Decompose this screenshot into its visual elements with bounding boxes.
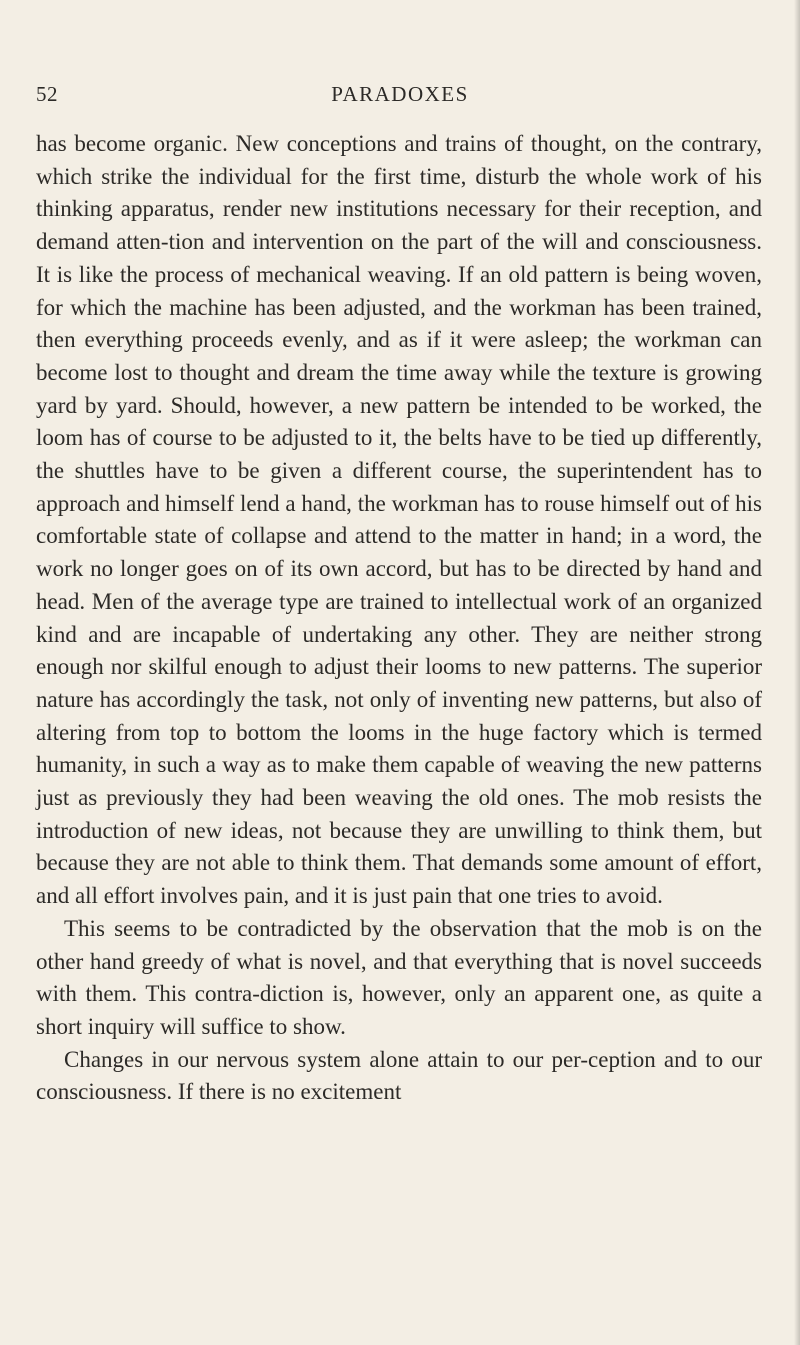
paragraph-contradiction: This seems to be contradicted by the observation that the mob is on the other hand greedy of what is novel, and that everything that is novel succeeds with them. This contra-diction is, however, only an apparent one, as quite a short inquiry will suffice to show. [36,915,762,1039]
paragraph-continued: has become organic. New conceptions and trains of thought, on the contrary, which strike the individual for the first time, disturb the whole work of his thinking apparatus, render new institutions necessary for their reception, and demand atten-tion and intervention on the part of the will and consciousness. It is like the process of mechanical weaving. If an old pattern is being woven, for which the machine has been adjusted, and the workman has been trained, then everything proceeds evenly, and as if it were asleep; the workman can become lost to thought and dream the time away while the texture is growing yard by yard. Should, however, a new pattern be intended to be worked, the loom has of course to be adjusted to it, the belts have to be tied up differently, the shuttles have to be given a different course, the superintendent has to approach and himself lend a hand, the workman has to rouse himself out of his comfortable state of collapse and attend to the matter in hand; in a word, the work no longer goes on of its own accord, but has to be directed by hand and head. Men of the average type are trained to intellectual work of an organized kind and are incapable of undertaking any other. They are neither strong enough nor skilful enough to adjust their looms to new patterns. The superior nature has accordingly the task, not only of inventing new patterns, but also of altering from top to bottom the looms in the huge factory which is termed humanity, in such a way as to make them capable of weaving the new patterns just as previously they had been weaving the old ones. The mob resists the introduction of new ideas, not because they are unwilling to think them, but because they are not able to think them. That demands some amount of effort, and all effort involves pain, and it is just pain that one tries to avoid. [36,131,762,909]
page-number: 52 [36,82,58,106]
paragraph-nervous-system: Changes in our nervous system alone attain to our per-ception and to our consciousness. If there is no excitement [36,1046,762,1105]
page-edge-shadow [794,0,800,1345]
running-head [36,82,764,114]
body-text [36,128,762,1109]
running-title: PARADOXES [331,82,469,106]
